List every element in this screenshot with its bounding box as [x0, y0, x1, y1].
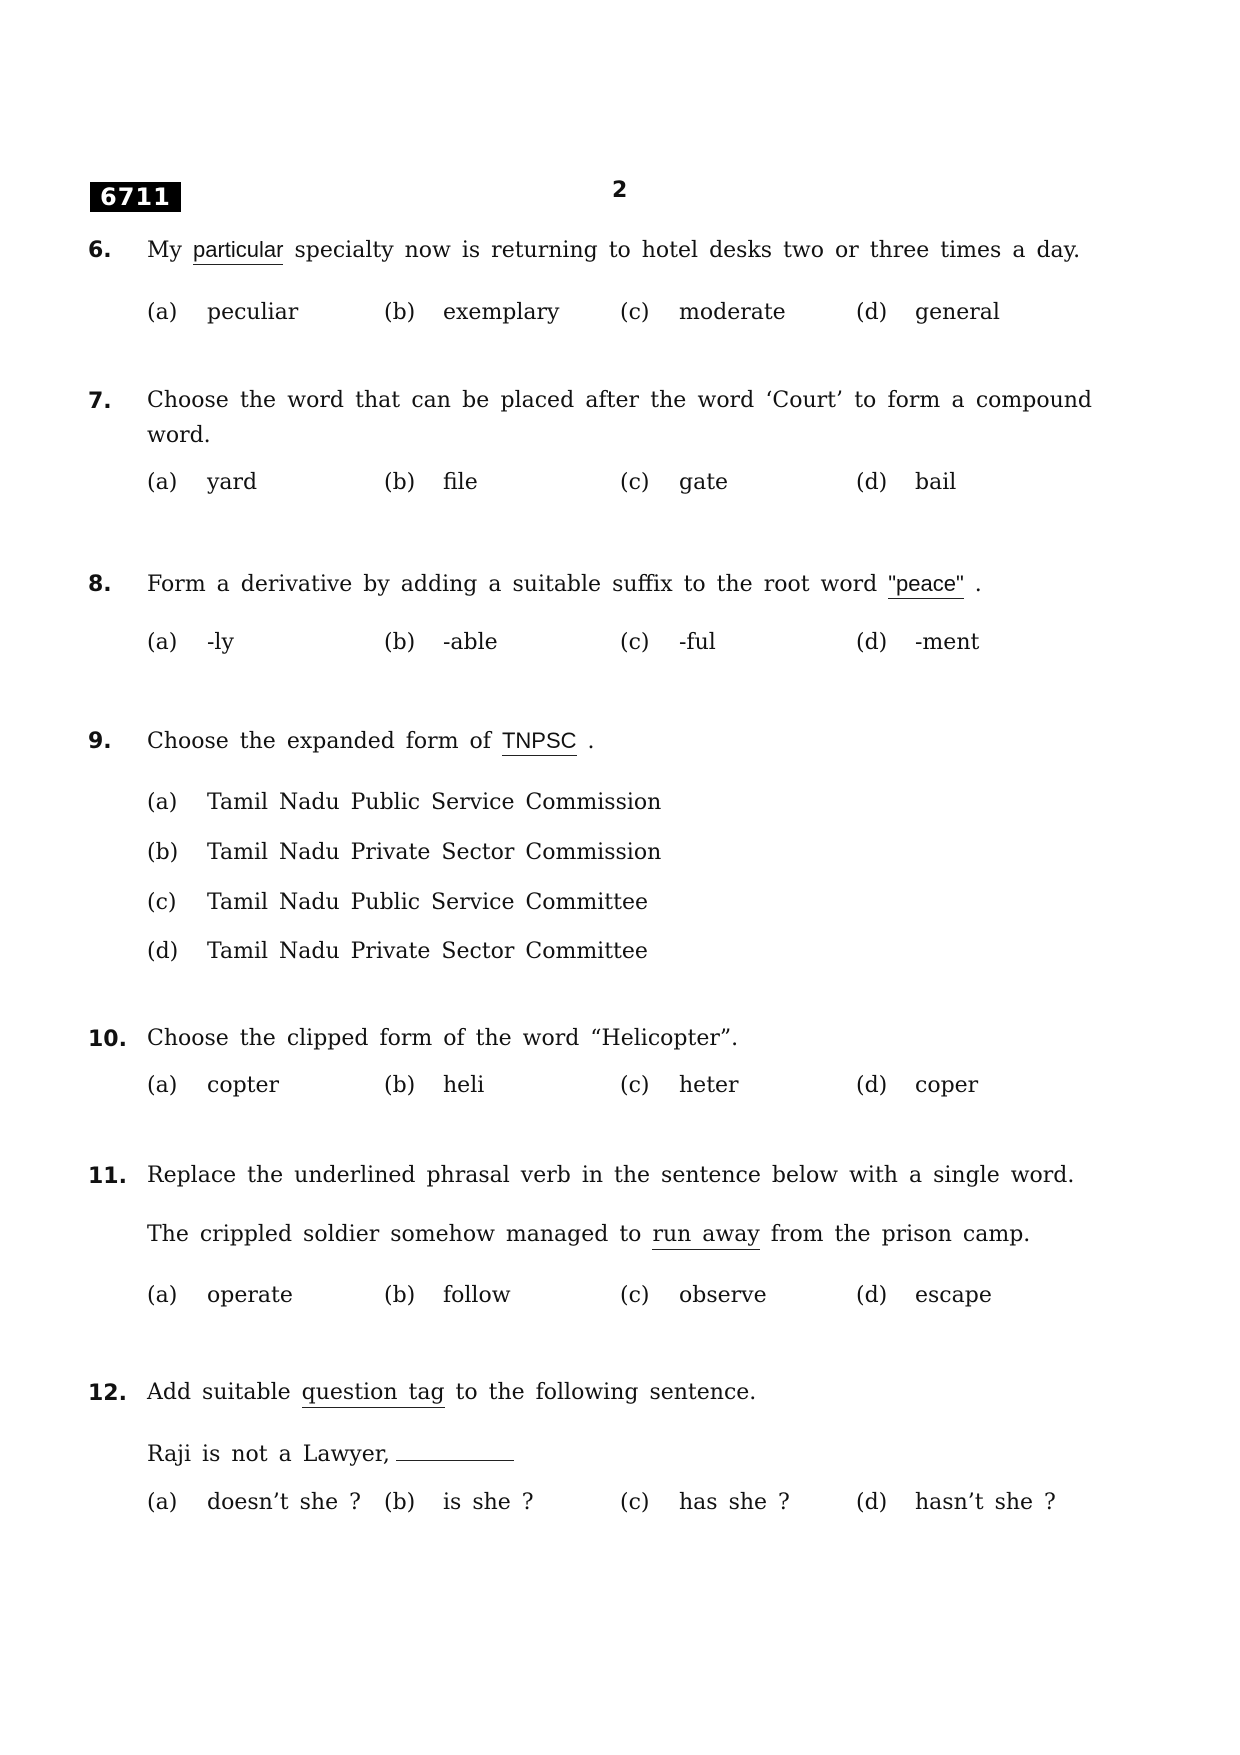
question-number: 9.	[88, 729, 112, 754]
question-text: Add suitable question tag to the following sentence.	[147, 1375, 756, 1411]
question-number: 12.	[88, 1381, 127, 1406]
option-d: -ment	[915, 630, 980, 655]
option-d: coper	[915, 1073, 979, 1098]
option-c: has she ?	[679, 1490, 790, 1515]
question-text: Form a derivative by adding a suitable suffix to the root word "peace" .	[147, 571, 982, 597]
option-a: doesn’t she ?	[207, 1490, 361, 1515]
question-number: 8.	[88, 572, 112, 597]
option-d: escape	[915, 1283, 992, 1308]
question-text: Choose the expanded form of TNPSC .	[147, 728, 595, 754]
option-d: Tamil Nadu Private Sector Committee	[207, 939, 648, 964]
answer-blank	[396, 1440, 514, 1461]
option-c: gate	[679, 470, 729, 495]
option-b: heli	[443, 1073, 485, 1098]
page-number: 2	[612, 178, 628, 203]
underlined-phrase: question tag	[302, 1380, 445, 1408]
question-number: 10.	[88, 1027, 127, 1052]
option-c: observe	[679, 1283, 767, 1308]
option-c: heter	[679, 1073, 739, 1098]
option-a: yard	[207, 470, 258, 495]
question-text: Choose the word that can be placed after the word ‘Court’ to form a compound	[147, 388, 1092, 413]
option-a: -ly	[207, 630, 234, 655]
question-text: My particular specialty now is returning to hotel desks two or three times a day.	[147, 237, 1081, 263]
option-b: -able	[443, 630, 498, 655]
option-c: moderate	[679, 300, 786, 325]
question-number: 6.	[88, 238, 112, 263]
option-a: peculiar	[207, 300, 299, 325]
option-a: Tamil Nadu Public Service Commission	[207, 790, 662, 815]
option-c: -ful	[679, 630, 716, 655]
option-b: Tamil Nadu Private Sector Commission	[207, 840, 662, 865]
option-b: is she ?	[443, 1490, 534, 1515]
underlined-word: particular	[193, 237, 283, 265]
example-sentence: The crippled soldier somehow managed to run away from the prison camp.	[147, 1217, 1030, 1253]
example-sentence: Raji is not a Lawyer,	[147, 1437, 514, 1473]
option-b: exemplary	[443, 300, 560, 325]
option-a: copter	[207, 1073, 280, 1098]
underlined-phrase: run away	[652, 1222, 759, 1250]
option-c: Tamil Nadu Public Service Committee	[207, 890, 649, 915]
question-text: Replace the underlined phrasal verb in the sentence below with a single word.	[147, 1163, 1075, 1188]
option-b: file	[443, 470, 478, 495]
option-d: general	[915, 300, 1000, 325]
underlined-word: TNPSC	[502, 728, 577, 756]
question-text: Choose the clipped form of the word “Helicopter”.	[147, 1026, 739, 1051]
paper-code: 6711	[90, 182, 181, 212]
question-text-cont: word.	[147, 423, 211, 448]
option-b: follow	[443, 1283, 511, 1308]
option-a: operate	[207, 1283, 293, 1308]
underlined-word: "peace"	[888, 571, 964, 599]
question-number: 7.	[88, 389, 112, 414]
question-number: 11.	[88, 1164, 127, 1189]
option-d: bail	[915, 470, 957, 495]
option-d: hasn’t she ?	[915, 1490, 1056, 1515]
